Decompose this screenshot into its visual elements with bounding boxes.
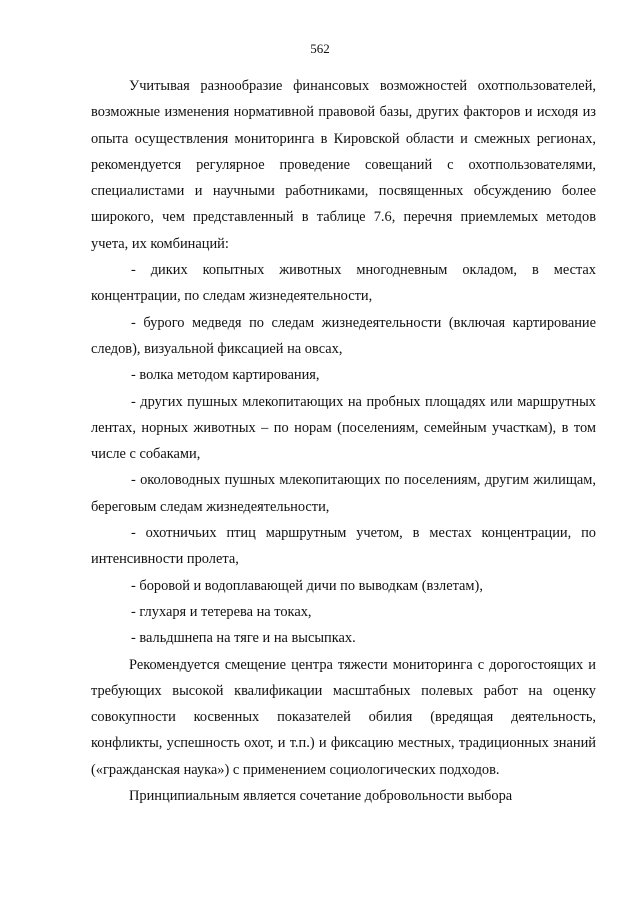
list-item: - диких копытных животных многодневным окладом, в местах концентрации, по следам жизнедеятельности, xyxy=(91,262,596,305)
list-item: - бурого медведя по следам жизнедеятельности (включая картирование следов), визуальной фиксацией на овсах, xyxy=(91,314,596,357)
intro-paragraph: Учитывая разнообразие финансовых возможностей охотпользователей, возможные изменения нормативной правовой базы, других факторов и исходя из опыта осуществления мониторинга в Кировской области и смежных регионах, рекомендуется регулярное проведение совещаний с охотпользователями, специалистами и научными работниками, посвященных обсуждению более широкого, чем представленный в таблице 7.6, перечня приемлемых методов учета, их комбинаций: xyxy=(91,78,596,252)
list-item: - глухаря и тетерева на токах, xyxy=(131,603,312,620)
list-item: - боровой и водоплавающей дичи по выводкам (взлетам), xyxy=(131,577,483,594)
document-body xyxy=(91,73,596,809)
list-item: - вальдшнепа на тяге и на высыпках. xyxy=(131,630,356,647)
page-number: 562 xyxy=(310,41,330,56)
list-item: - охотничьих птиц маршрутным учетом, в местах концентрации, по интенсивности пролета, xyxy=(91,525,596,568)
list-item: - других пушных млекопитающих на пробных площадях или маршрутных лентах, норных животных – по норам (поселениям, семейным участкам), в том числе с собаками, xyxy=(91,393,596,463)
recommendation-paragraph: Рекомендуется смещение центра тяжести мониторинга с дорогостоящих и требующих высокой квалификации масштабных полевых работ на оценку совокупности косвенных показателей обилия (вредящая деятельность, конфликты, успешность охот, и т.п.) и фиксацию местных, традиционных знаний («гражданская наука») с применением социологических подходов. xyxy=(91,656,596,778)
list-item: - околоводных пушных млекопитающих по поселениям, другим жилищам, береговым следам жизнедеятельности, xyxy=(91,472,596,515)
principle-paragraph: Принципиальным является сочетание добровольности выбора xyxy=(129,788,513,805)
list-item: - волка методом картирования, xyxy=(131,367,320,384)
